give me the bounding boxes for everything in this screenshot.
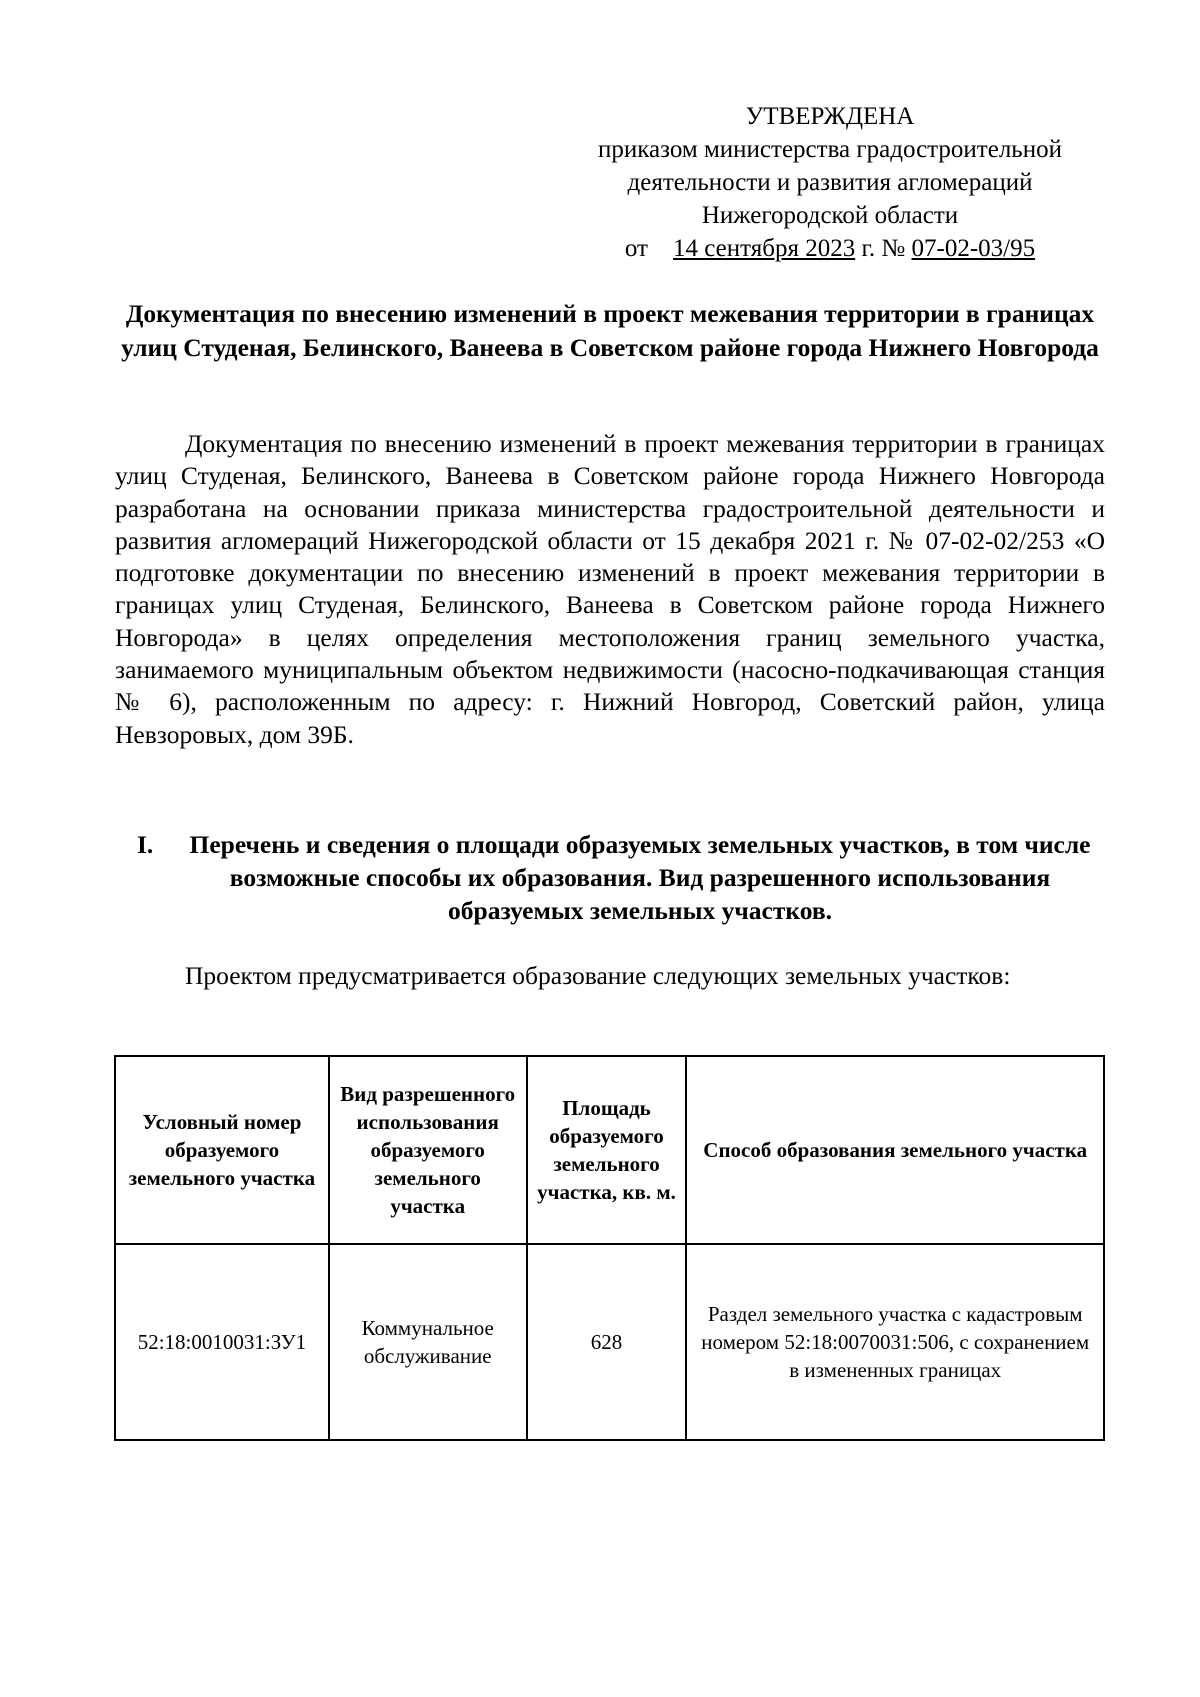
plots-table [114, 1055, 1105, 1441]
table-header-row [115, 1056, 1104, 1244]
cell-permitted-use: Коммунальное обслуживание [329, 1244, 527, 1440]
approval-status: УТВЕРЖДЕНА [745, 103, 915, 130]
document-title: Документация по внесению изменений в проект межевания территории в границах улиц Студеная, Белинского, Ванеева в Советском районе города Нижнего Новгорода [121, 299, 1099, 362]
table-row [115, 1244, 1104, 1440]
approval-from-label: от [624, 235, 648, 262]
cell-plot-number: 52:18:0010031:ЗУ1 [115, 1244, 329, 1440]
approval-date: 14 сентября 2023 [673, 235, 856, 262]
approval-year-suffix: г. № [861, 235, 906, 262]
header-permitted-use: Вид разрешенного использования образуемого земельного участка [329, 1056, 527, 1244]
header-plot-number: Условный номер образуемого земельного участка [115, 1056, 329, 1244]
header-area: Площадь образуемого земельного участка, кв. м. [527, 1056, 687, 1244]
approval-line-2: деятельности и развития агломераций [627, 169, 1033, 196]
section-number: I. [137, 830, 154, 859]
project-paragraph: Проектом предусматривается образование следующих земельных участков: [185, 961, 1011, 990]
approval-stamp [560, 100, 1100, 265]
cell-formation-method: Раздел земельного участка с кадастровым номером 52:18:0070031:506, с сохранением в измененных границах [686, 1244, 1104, 1440]
approval-order-number: 07-02-03/95 [911, 235, 1036, 262]
approval-line-1: приказом министерства градостроительной [598, 136, 1062, 163]
approval-order-line [560, 232, 1100, 265]
section-heading [115, 828, 1105, 927]
cell-area: 628 [527, 1244, 687, 1440]
intro-paragraph: Документация по внесению изменений в проект межевания территории в границах улиц Студеная, Белинского, Ванеева в Советском районе города Нижнего Новгорода разработана на основании приказа министерства градостроительной деятельности и развития агломераций Нижегородской области от 15 декабря 2021 г. № 07-02-02/253 «О подготовке документации по внесению изменений в проект межевания территории в границах улиц Студеная, Белинского, Ванеева в Советском районе города Нижнего Новгорода» в целях определения местоположения границ земельного участка, занимаемого муниципальным объектом недвижимости (насосно-подкачивающая станция № 6), расположенным по адресу: г. Нижний Новгород, Советский район, улица Невзоровых, дом 39Б. [115, 429, 1105, 749]
approval-line-3: Нижегородской области [701, 202, 959, 229]
header-formation-method: Способ образования земельного участка [686, 1056, 1104, 1244]
section-heading-text: Перечень и сведения о площади образуемых земельных участков, в том числе возможные способы их образования. Вид разрешенного использования образуемых земельных участков. [189, 830, 1091, 925]
